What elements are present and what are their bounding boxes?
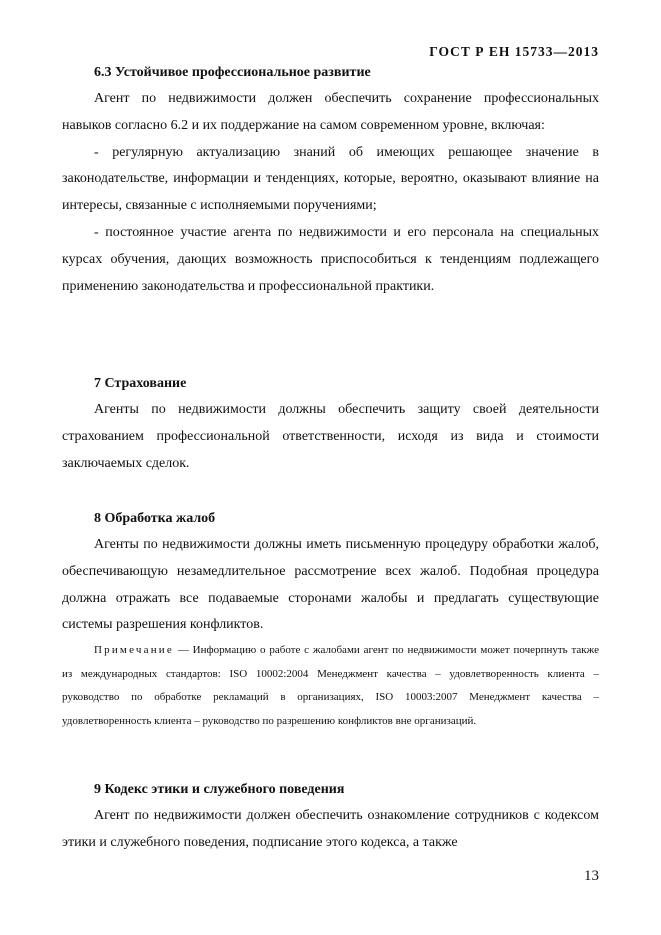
section-9-title: 9 Кодекс этики и служебного поведения xyxy=(94,782,345,797)
section-9-text: Агент по недвижимости должен обеспечить ознакомление сотрудников с кодексом этики и служебного поведения, подписание этого кодекса, а также xyxy=(62,808,599,850)
note-text: — Информацию о работе с жалобами агент по недвижимости может почерпнуть также из международных стандартов: ISO 10002:2004 Менеджмент качества – удовлетворенность клиента – руководство по обработке рекламаций в организациях, ISO 10003:2007 Менеджмент качества – удовлетворенность клиента – руководство по разрешению конфликтов вне организаций. xyxy=(62,644,599,727)
page-number: 13 xyxy=(584,868,599,884)
section-6-3 xyxy=(62,60,599,300)
section-7-text: Агенты по недвижимости должны обеспечить защиту своей деятельности страхованием профессиональной ответственности, исходя из вида и стоимости заключаемых сделок. xyxy=(62,402,599,471)
section-6-3-intro: Агент по недвижимости должен обеспечить сохранение профессиональных навыков согласно 6.2 и их поддержание на самом современном уровне, включая: xyxy=(62,91,599,133)
section-8-title: 8 Обработка жалоб xyxy=(94,511,216,526)
section-6-3-title: 6.3 Устойчивое профессиональное развитие xyxy=(94,65,371,80)
section-9 xyxy=(62,777,599,857)
section-6-3-item-2: - постоянное участие агента по недвижимости и его персонала на специальных курсах обучения, дающих возможность приспособиться к тенденциям подлежащего применению законодательства и профессиональной практики. xyxy=(62,224,599,294)
section-6-3-item-1: - регулярную актуализацию знаний об имеющих решающее значение в законодательстве, информации и тенденциях, которые, вероятно, оказывают влияние на интересы, связанные с исполняемыми поручениями; xyxy=(62,144,599,214)
document-code-header: ГОСТ Р ЕН 15733—2013 xyxy=(429,44,599,59)
section-8 xyxy=(62,506,599,733)
section-8-note xyxy=(62,639,599,733)
section-7 xyxy=(62,371,599,477)
section-8-text: Агенты по недвижимости должны иметь письменную процедуру обработки жалоб, обеспечивающую незамедлительное рассмотрение всех жалоб. Подобная процедура должна отражать все подаваемые сторонами жалобы и предлагать существующие системы разрешения конфликтов. xyxy=(62,537,599,633)
note-label: Примечание xyxy=(94,644,174,657)
section-7-title: 7 Страхование xyxy=(94,376,187,391)
